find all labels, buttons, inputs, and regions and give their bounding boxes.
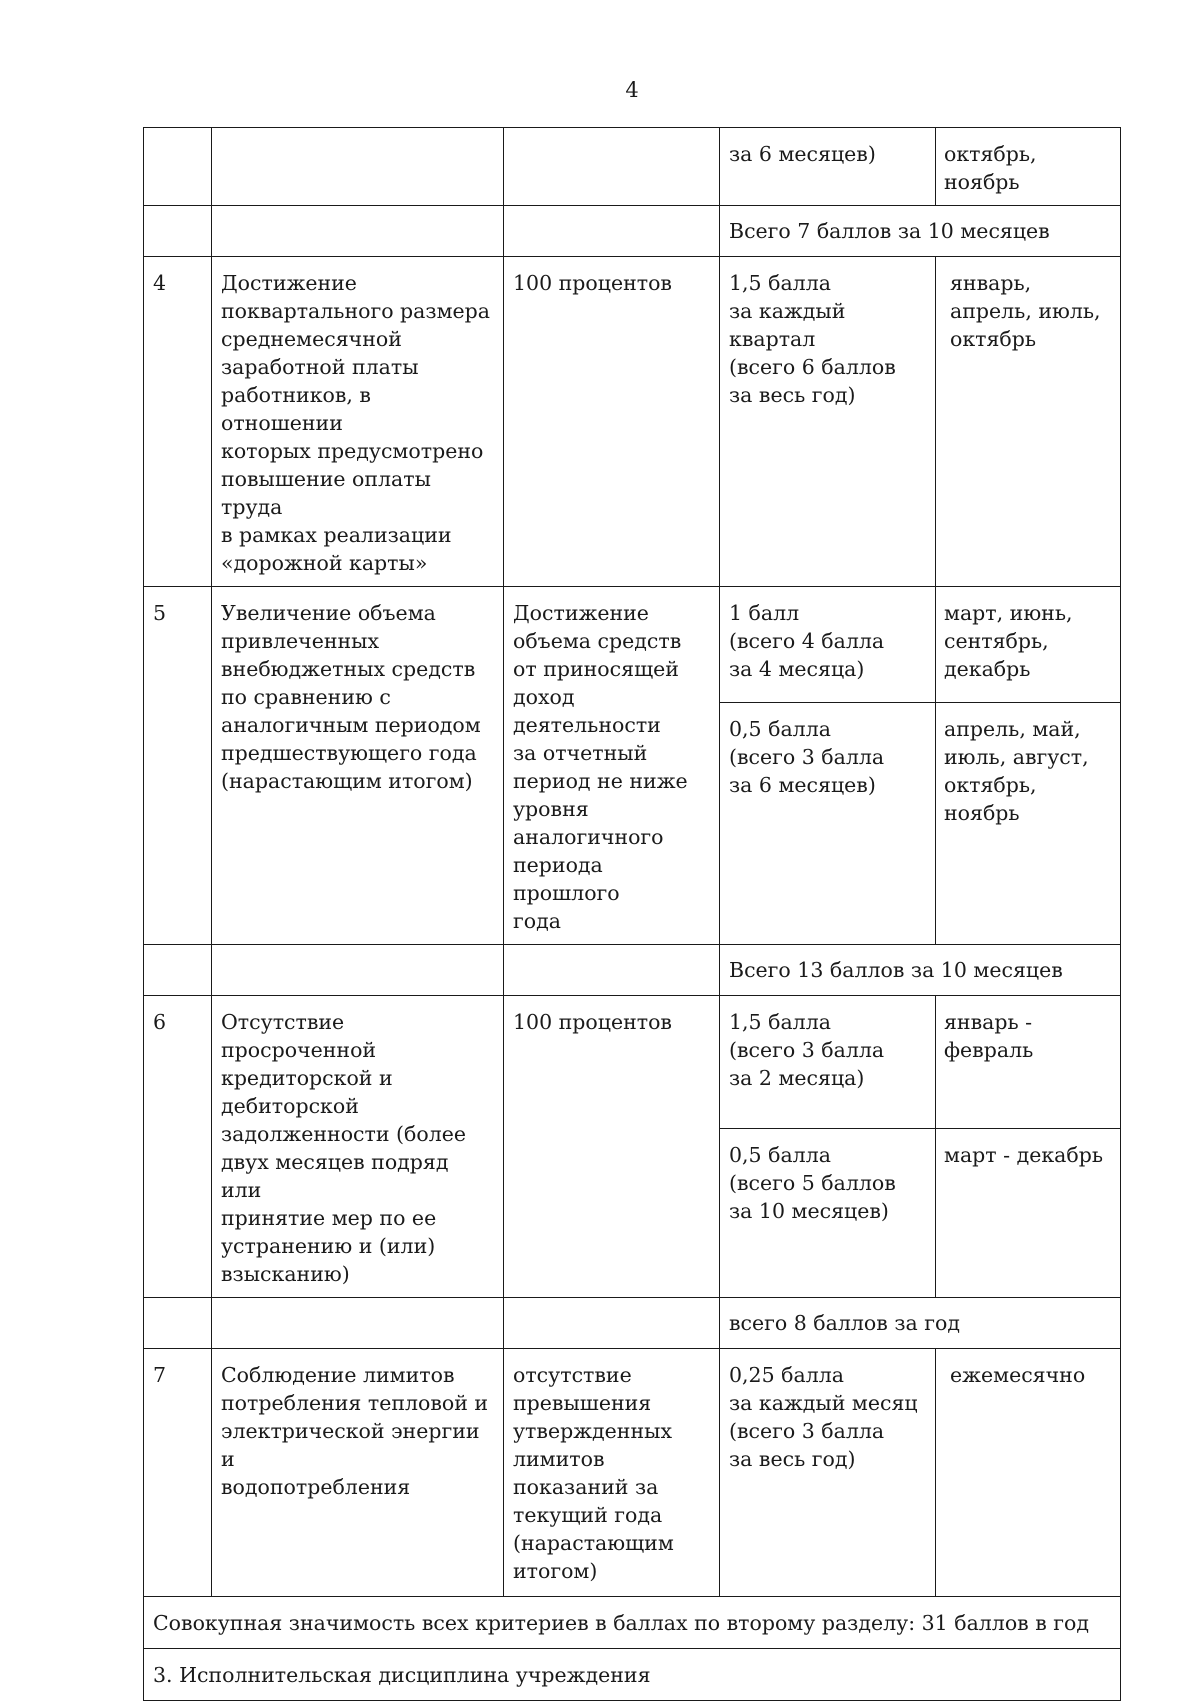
points-text: 1,5 балла (всего 3 балла за 2 месяца) [729,1010,885,1090]
months-cell [936,996,1121,1129]
total-row [144,945,1121,996]
points-text: 1,5 балла за каждый квартал (всего 6 баллов за весь год) [729,271,896,407]
section-heading: 3. Исполнительская дисциплина учреждения [153,1663,651,1687]
num-cell [144,996,212,1298]
months-cell [936,1128,1121,1297]
months-text: ежемесячно [950,1363,1086,1387]
total-cell [720,1298,1121,1349]
table-row [144,257,1121,587]
total-row [144,1298,1121,1349]
criterion-text: Увеличение объема привлеченных внебюджетных средств по сравнению с аналогичным периодом предшествующего года (нарастающим итогом) [221,601,481,793]
criterion-text: Достижение поквартального размера среднемесячной заработной платы работников, в отношении которых предусмотрено повышение оплаты труда в рамках реализации «дорожной карты» [221,271,491,575]
criterion-number: 4 [153,271,167,295]
total-row [144,206,1121,257]
total-cell [720,945,1121,996]
indicator-cell [504,996,720,1298]
points-cell [720,257,936,587]
section-heading-row [144,1649,1121,1701]
total-text: всего 8 баллов за год [729,1311,960,1335]
table-row [144,1349,1121,1597]
months-cell [936,257,1121,587]
criterion-cell [212,128,504,206]
months-cell [936,703,1121,945]
table-row [144,128,1121,206]
summary-cell [144,1597,1121,1649]
points-text: 0,5 балла (всего 5 баллов за 10 месяцев) [729,1142,896,1223]
indicator-text: отсутствие превышения утвержденных лимитов показаний за текущий года (нарастающим итогом) [513,1363,674,1583]
indicator-text: Достижение объема средств от приносящей доход деятельности за отчетный период не ниже уровня аналогичного периода прошлого года [513,601,688,933]
months-text: март, июнь, сентябрь, декабрь [944,601,1073,681]
points-text: за 6 месяцев) [729,142,876,166]
criterion-cell [212,257,504,587]
indicator-cell [504,1349,720,1597]
num-cell [144,257,212,587]
points-cell [720,996,936,1129]
points-text: 0,5 балла (всего 3 балла за 6 месяцев) [729,717,885,798]
criterion-number: 6 [153,1010,167,1034]
criterion-cell [212,1349,504,1597]
points-cell [720,1128,936,1297]
points-cell [720,1349,936,1597]
total-text: Всего 13 баллов за 10 месяцев [729,958,1063,982]
num-cell [144,128,212,206]
points-text: 1 балл (всего 4 балла за 4 месяца) [729,601,885,681]
months-cell [936,1349,1121,1597]
indicator-cell [504,257,720,587]
points-cell [720,128,936,206]
section-heading-cell [144,1649,1121,1701]
num-cell [144,587,212,945]
months-text: январь, апрель, июль, октябрь [950,271,1101,351]
summary-text: Совокупная значимость всех критериев в баллах по второму разделу: 31 баллов в год [153,1611,1089,1635]
criterion-text: Соблюдение лимитов потребления тепловой и электрической энергии и водопотребления [221,1363,489,1499]
criteria-table [143,127,1121,1701]
summary-row [144,1597,1121,1649]
points-cell [720,587,936,703]
months-text: январь - февраль [944,1010,1034,1062]
criterion-number: 7 [153,1363,167,1387]
table-row [144,587,1121,703]
criterion-text: Отсутствие просроченной кредиторской и дебиторской задолженности (более двух месяцев подряд или принятие мер по ее устранению и (или) взысканию) [221,1010,467,1286]
indicator-cell [504,128,720,206]
indicator-cell [504,587,720,945]
months-text: октябрь, ноябрь [944,142,1037,194]
criterion-cell [212,587,504,945]
page-number: 4 [625,78,639,102]
indicator-text: 100 процентов [513,271,672,295]
criterion-number: 5 [153,601,167,625]
num-cell [144,1349,212,1597]
total-text: Всего 7 баллов за 10 месяцев [729,219,1050,243]
points-text: 0,25 балла за каждый месяц (всего 3 балла за весь год) [729,1363,918,1471]
months-text: апрель, май, июль, август, октябрь, ноябрь [944,717,1089,826]
months-cell [936,128,1121,206]
months-cell [936,587,1121,703]
total-cell [720,206,1121,257]
criterion-cell [212,996,504,1298]
months-text: март - декабрь [944,1142,1104,1167]
table-row [144,996,1121,1129]
indicator-text: 100 процентов [513,1010,672,1034]
points-cell [720,703,936,945]
